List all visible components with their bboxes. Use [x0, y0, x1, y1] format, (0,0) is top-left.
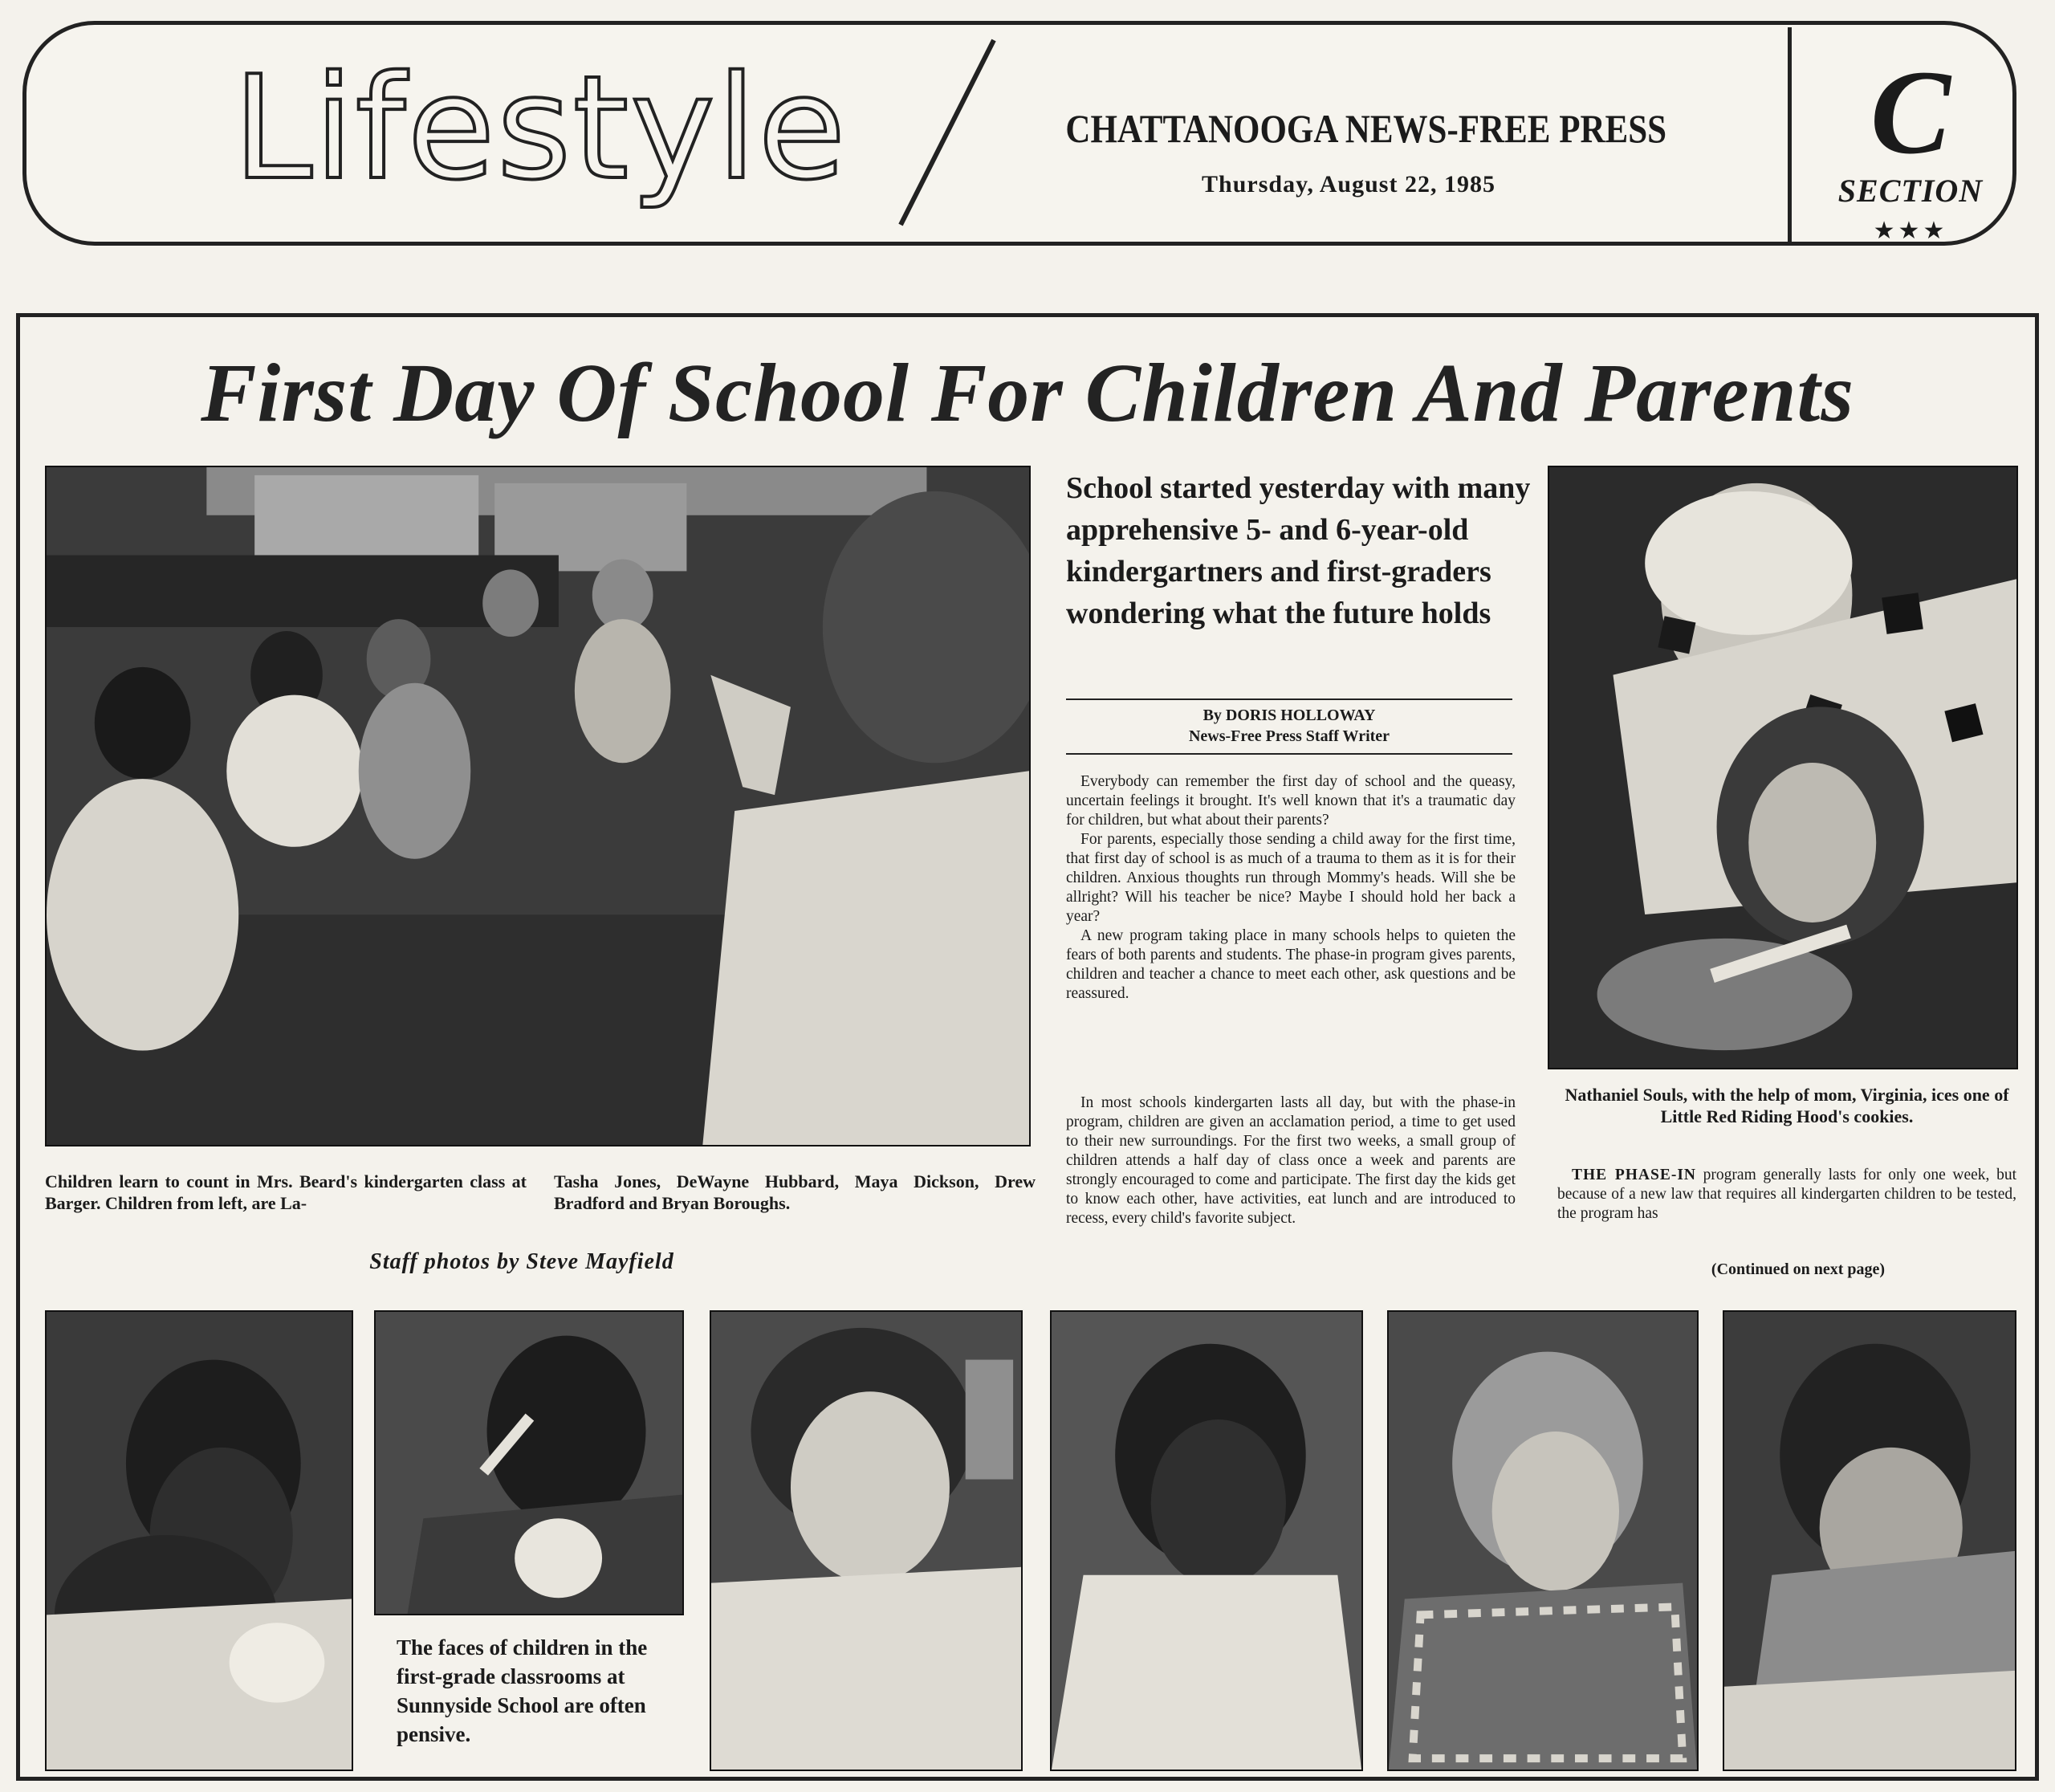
section-label: SECTION: [1837, 173, 1984, 209]
article-headline: First Day Of School For Children And Parents: [201, 347, 1854, 439]
face-photo-1: [45, 1310, 353, 1771]
paragraph: For parents, especially those sending a child away for the first time, that first day of school is as much of a trauma to them as it is for their children. Anxious thoughts run through Mommy's heads. Will she be allright? Will his teacher be nice? Maybe I should hold her back a year?: [1066, 831, 1516, 925]
byline-rule-top: [1066, 698, 1512, 700]
byline-rule-bottom: [1066, 753, 1512, 755]
face-photo-5: [1387, 1310, 1699, 1771]
faces-caption: The faces of children in the first-grade classrooms at Sunnyside School are often pensive.: [397, 1635, 648, 1746]
paragraph: In most schools kindergarten lasts all day, but with the phase-in program, children are given an acclamation period, a time to get used to their new surroundings. For the first two weeks, a small group of children attends a half day of class once a week and parents are strongly encouraged to come and participate. The first day the kids get to know each other, have activities, eat lunch and are introduced to recess, every child's favorite subject.: [1066, 1094, 1516, 1227]
face-photo-6: [1723, 1310, 2016, 1771]
continued-notice: (Continued on next page): [1711, 1261, 1886, 1278]
paragraph-text: program generally lasts for only one week, but because of a new law that requires all kindergarten children to be tested, the program has: [1557, 1167, 2016, 1222]
banner-divider: [1788, 27, 1792, 244]
photo-credit: Staff photos by Steve Mayfield: [369, 1249, 674, 1274]
byline-title: News-Free Press Staff Writer: [1188, 727, 1390, 745]
classroom-caption-part-2: Tasha Jones, DeWayne Hubbard, Maya Dickson, Drew Bradford and Bryan Boroughs.: [554, 1171, 1036, 1213]
article-deck: School started yesterday with many apprehensive 5- and 6-year-old kindergartners and first-graders wondering what the future holds: [1066, 471, 1531, 630]
classroom-photo: [45, 466, 1031, 1146]
article-body-top: [1066, 772, 1516, 1004]
cookie-icing-photo: [1548, 466, 2018, 1069]
paragraph: [1557, 1166, 2016, 1224]
article-body-bottom: [1066, 1094, 1516, 1228]
section-letter: C: [1870, 46, 1951, 179]
cookie-photo-caption: Nathaniel Souls, with the help of mom, Virginia, ices one of Little Red Riding Hood's cookies.: [1565, 1085, 2009, 1126]
newspaper-name: CHATTANOOGA NEWS-FREE PRESS: [1065, 106, 1667, 151]
face-photo-3: [710, 1310, 1023, 1771]
byline: By DORIS HOLLOWAY: [1202, 707, 1376, 724]
banner-slash: [891, 32, 1003, 233]
article-body-right: [1557, 1166, 2016, 1224]
section-name: Lifestyle: [233, 45, 848, 211]
face-photo-2: [374, 1310, 684, 1615]
edition-stars: ★★★: [1873, 217, 1948, 245]
lead-in: THE PHASE-IN: [1572, 1167, 1697, 1183]
classroom-caption-part-1: Children learn to count in Mrs. Beard's kindergarten class at Barger. Children from left, are La-: [45, 1171, 527, 1213]
issue-date: Thursday, August 22, 1985: [1202, 171, 1495, 198]
paragraph: Everybody can remember the first day of school and the queasy, uncertain feelings it brought. It's well known that it's a traumatic day for children, but what about their parents?: [1066, 773, 1516, 829]
face-photo-4: [1050, 1310, 1363, 1771]
paragraph: A new program taking place in many schools helps to quieten the fears of both parents and students. The phase-in program gives parents, children and teacher a chance to meet each other, ask questions and be reassured.: [1066, 927, 1516, 1002]
